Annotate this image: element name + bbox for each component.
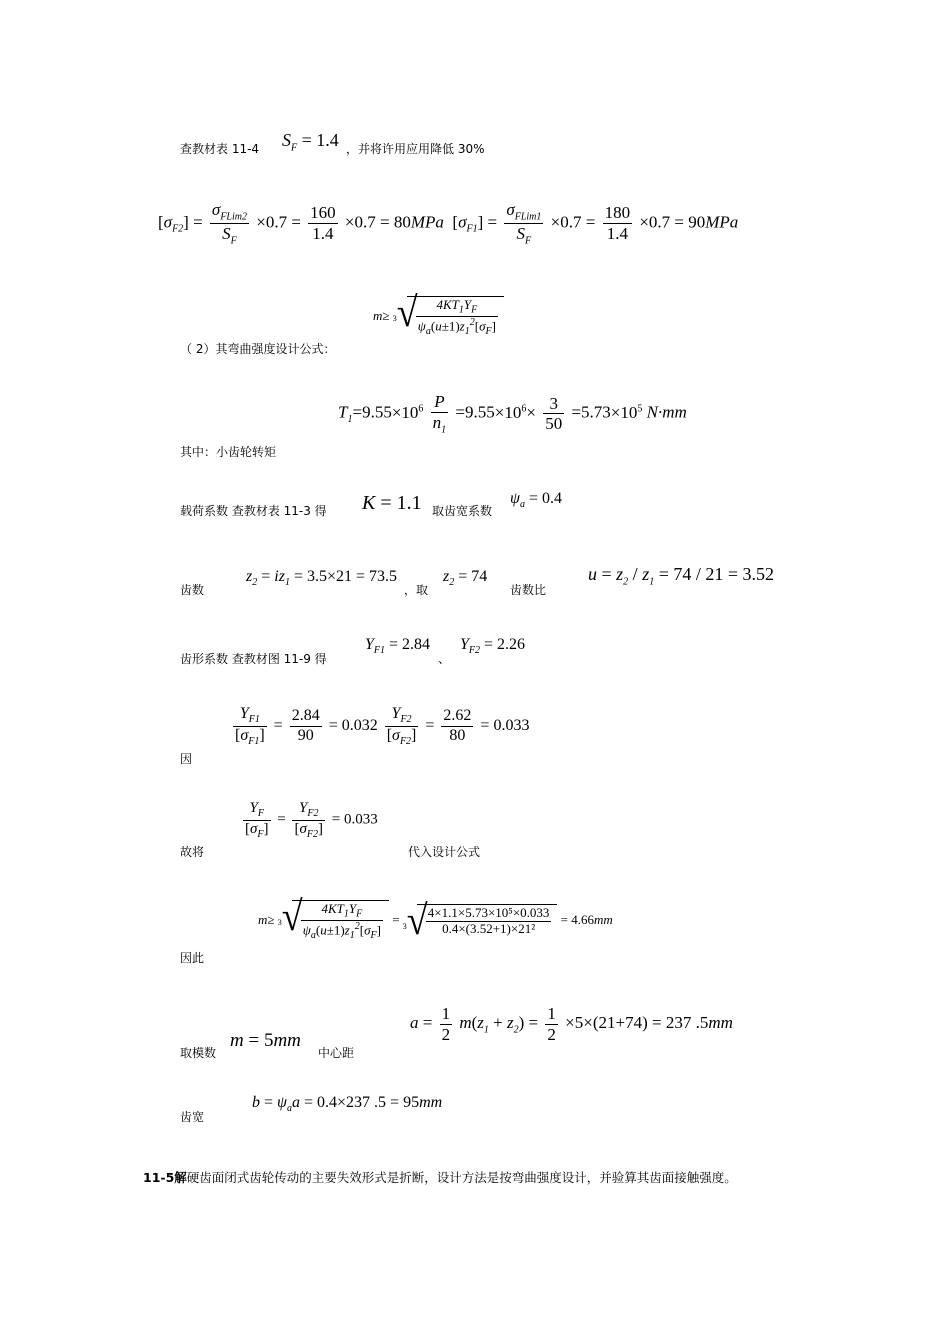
- because-label: 因: [180, 752, 193, 766]
- take-label: ，取: [404, 583, 429, 597]
- separator: 、: [438, 652, 451, 666]
- table-reference-text: 查教材表 11-4: [180, 142, 260, 156]
- answer-keyword: 解: [174, 1170, 187, 1185]
- formula-label: （ 2）其弯曲强度设计公式：: [180, 342, 336, 356]
- form-factor-label: 齿形系数 查教材图 11-9 得: [180, 652, 327, 666]
- teeth-equation: $z_2 = iz_1 = 3.5\times 21 = 73.5$: [246, 568, 398, 589]
- therefore-label: 因此: [180, 951, 205, 965]
- answer-number: 11-5: [143, 1170, 175, 1185]
- width-factor-label: 取齿宽系数: [432, 504, 493, 518]
- width-factor-equation: $\psi_a = 0.4$: [510, 490, 562, 511]
- center-distance-equation: a = $\frac{1}{2}$ $m(z_1 + z_2)$ = $\frac{1}{2}$ ×5×(21+74) = 237 .5mm: [410, 1004, 733, 1044]
- safety-factor-equation: $S_F = 1.4$: [282, 130, 339, 154]
- module-equation: m = 5mm: [230, 1030, 301, 1051]
- module-calculation: m≥ 3 √ $\frac{4KT_1Y_F}{\psi_a(u\pm 1)z_1^2[\sigma_F]}$ = 3 √ $\frac{\text{4×1.1×5.73×10⁵×0.033}}{\text{0.4×(3.52+1)×21²}}$ = 4.66mm: [258, 893, 613, 945]
- bending-design-formula: m≥ 3 √ $\frac{4KT_1Y_F}{\psi_a(u\pm 1)z_1^2[\sigma_F]}$: [373, 296, 504, 338]
- allowable-stress-equation: $[\sigma_{F2}]$ = $\frac{\sigma_{FLim2}}{S_F}$ ×0.7 = $\frac{160}{1.4}$ ×0.7 = 80MPa $[\sigma_{F1}]$ = $\frac{\sigma_{FLim1}}{S_F}$ ×0.7 = $\frac{180}{1.4}$ ×0.7 = 90MPa: [158, 200, 739, 247]
- answer-paragraph: [143, 1168, 737, 1186]
- torque-label: 其中：小齿轮转矩: [180, 445, 277, 459]
- stress-reduction-text: ，并将许用应用降低 30%: [346, 142, 485, 156]
- comparison-equation: $\frac{Y_{F1}}{[\sigma_{F1}]}$ = $\frac{2.84}{90}$ = 0.032 $\frac{Y_{F2}}{[\sigma_{F2}]}$ = $\frac{2.62}{80}$ = 0.033: [235, 705, 530, 747]
- torque-equation: $T_1=9.55\times 10^6$ $\frac{P}{n_1}$ $=9.55\times 10^6\times$ $\frac{3}{50}$ $=5.73\times 10^5$ N·mm: [338, 392, 687, 435]
- substitute-label: 代入设计公式: [408, 845, 481, 859]
- load-factor-label: 载荷系数 查教材表 11-3 得: [180, 504, 327, 518]
- face-width-equation: $b = \psi_aa = 0.4\times 237$ .5 = 95mm: [252, 1094, 443, 1115]
- answer-text: 硬齿面闭式齿轮传动的主要失效形式是折断，设计方法是按弯曲强度设计，并验算其齿面接触强度。: [186, 1170, 737, 1185]
- center-distance-label: 中心距: [318, 1046, 355, 1060]
- yf2-equation: $Y_{F2} = 2.26$: [460, 636, 526, 657]
- yf1-equation: $Y_{F1} = 2.84$: [365, 636, 431, 657]
- teeth-label: 齿数: [180, 583, 205, 597]
- so-label: 故将: [180, 845, 205, 859]
- load-factor-equation: K = 1.1: [362, 492, 422, 514]
- z2-equation: $z_2 = 74$: [443, 568, 488, 589]
- face-width-label: 齿宽: [180, 1110, 205, 1124]
- module-label: 取模数: [180, 1046, 217, 1060]
- ratio-equation: $u = z_2 / z_1 = 74 / 21 = 3.52$: [588, 564, 775, 588]
- ratio-label: 齿数比: [510, 583, 547, 597]
- selected-ratio-equation: $\frac{Y_F}{[\sigma_F]}$ = $\frac{Y_{F2}}{[\sigma_{F2}]}$ = 0.033: [245, 800, 378, 840]
